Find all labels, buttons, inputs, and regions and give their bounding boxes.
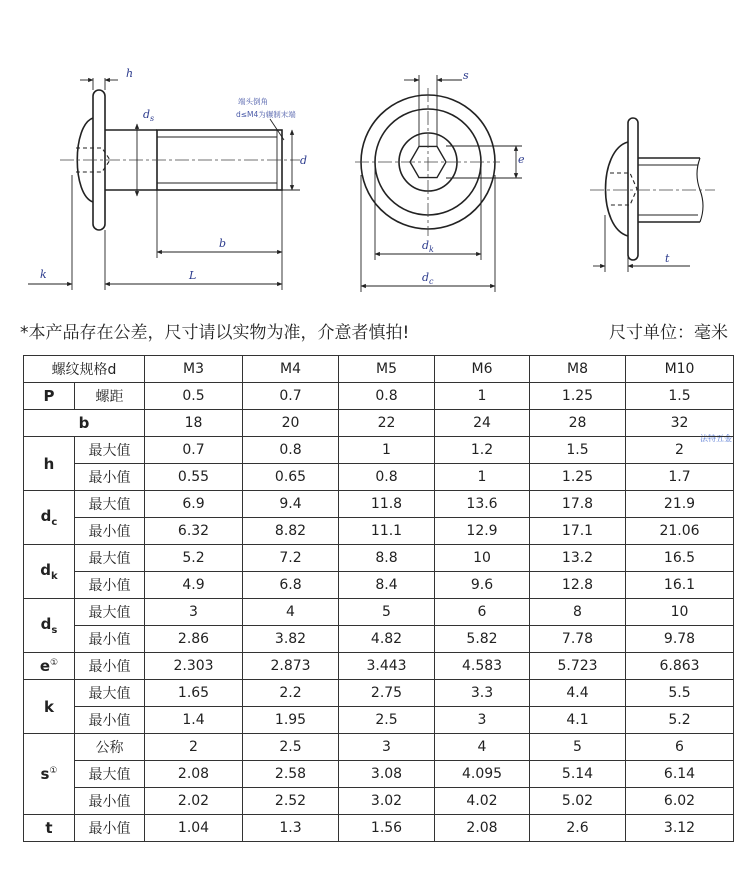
value-cell: 1.2 (435, 437, 530, 464)
value-cell: 4.9 (145, 572, 243, 599)
value-cell: 5.2 (145, 545, 243, 572)
table-row (24, 437, 734, 464)
sub-label-cell: 最大值 (75, 680, 145, 707)
value-cell: 28 (530, 410, 626, 437)
value-cell: 2 (626, 437, 734, 464)
value-cell: 2.873 (243, 653, 339, 680)
value-cell: 7.2 (243, 545, 339, 572)
value-cell: 1.4 (145, 707, 243, 734)
value-cell: 2.6 (530, 815, 626, 842)
value-cell: 1.56 (339, 815, 435, 842)
value-cell: 1 (435, 383, 530, 410)
value-cell: 9.6 (435, 572, 530, 599)
value-cell: 2.2 (243, 680, 339, 707)
value-cell: 0.7 (243, 383, 339, 410)
value-cell: 1 (435, 464, 530, 491)
value-cell: 11.8 (339, 491, 435, 518)
value-cell: 16.5 (626, 545, 734, 572)
value-cell: 5.14 (530, 761, 626, 788)
value-cell: 32 (626, 410, 734, 437)
param-cell: $d_s$ (24, 599, 75, 653)
value-cell: 4.02 (435, 788, 530, 815)
value-cell: 17.8 (530, 491, 626, 518)
watermark: 法特五金 (700, 434, 732, 443)
value-cell: 1.25 (530, 383, 626, 410)
value-cell: 8.4 (339, 572, 435, 599)
dim-d-label: d (300, 154, 308, 167)
table-row (24, 734, 734, 761)
dim-dc-label: $d_c$ (422, 271, 434, 286)
dim-t-label: t (665, 252, 670, 265)
value-cell: 6.14 (626, 761, 734, 788)
value-cell: 0.65 (243, 464, 339, 491)
sub-label-cell: 最小值 (75, 707, 145, 734)
value-cell: 13.2 (530, 545, 626, 572)
value-cell: 1 (339, 437, 435, 464)
unit-label: 尺寸单位：毫米 (609, 323, 728, 343)
sub-label-cell: 最大值 (75, 545, 145, 572)
value-cell: 20 (243, 410, 339, 437)
header-size: M4 (243, 356, 339, 383)
table-row (24, 518, 734, 545)
screw-dimension-drawing (0, 0, 750, 310)
value-cell: 9.78 (626, 626, 734, 653)
param-cell: $d_c$ (24, 491, 75, 545)
param-cell: t (24, 815, 75, 842)
value-cell: 11.1 (339, 518, 435, 545)
value-cell: 4.82 (339, 626, 435, 653)
value-cell: 24 (435, 410, 530, 437)
value-cell: 6 (626, 734, 734, 761)
value-cell: 10 (435, 545, 530, 572)
value-cell: 21.06 (626, 518, 734, 545)
value-cell: 9.4 (243, 491, 339, 518)
value-cell: 2.08 (145, 761, 243, 788)
tolerance-notice: *本产品存在公差，尺寸请以实物为准，介意者慎拍! (20, 323, 410, 343)
sub-label-cell: 最小值 (75, 788, 145, 815)
value-cell: 0.8 (243, 437, 339, 464)
value-cell: 1.7 (626, 464, 734, 491)
dim-L-label: L (189, 269, 197, 282)
value-cell: 5.2 (626, 707, 734, 734)
sub-label-cell: 螺距 (75, 383, 145, 410)
header-size: M10 (626, 356, 734, 383)
sub-label-cell: 最小值 (75, 626, 145, 653)
table-row (24, 761, 734, 788)
sub-label-cell: 最大值 (75, 437, 145, 464)
value-cell: 8.82 (243, 518, 339, 545)
dim-e-label: e (518, 153, 525, 166)
value-cell: 3 (435, 707, 530, 734)
value-cell: 17.1 (530, 518, 626, 545)
param-cell: P (24, 383, 75, 410)
value-cell: 1.3 (243, 815, 339, 842)
sub-label-cell: 最大值 (75, 491, 145, 518)
value-cell: 2.86 (145, 626, 243, 653)
value-cell: 8 (530, 599, 626, 626)
sub-label-cell: 最小值 (75, 464, 145, 491)
dim-s-label: s (463, 69, 469, 82)
value-cell: 12.8 (530, 572, 626, 599)
value-cell: 5.02 (530, 788, 626, 815)
value-cell: 3 (145, 599, 243, 626)
dim-b-label: b (219, 237, 227, 250)
param-cell: e① (24, 653, 75, 680)
note-rolled-end: d≤M4为辗制末端 (236, 110, 296, 119)
param-cell: b (24, 410, 145, 437)
value-cell: 6.863 (626, 653, 734, 680)
dim-k-label: k (40, 268, 47, 281)
param-cell: $d_k$ (24, 545, 75, 599)
value-cell: 1.95 (243, 707, 339, 734)
table-row (24, 815, 734, 842)
table-row (24, 410, 734, 437)
value-cell: 2 (145, 734, 243, 761)
value-cell: 21.9 (626, 491, 734, 518)
header-size: M6 (435, 356, 530, 383)
value-cell: 1.65 (145, 680, 243, 707)
value-cell: 1.04 (145, 815, 243, 842)
value-cell: 2.5 (339, 707, 435, 734)
value-cell: 2.52 (243, 788, 339, 815)
dim-dk-label: $d_k$ (422, 239, 434, 254)
value-cell: 3.08 (339, 761, 435, 788)
sub-label-cell: 最小值 (75, 572, 145, 599)
value-cell: 5.5 (626, 680, 734, 707)
value-cell: 1.5 (530, 437, 626, 464)
value-cell: 4.4 (530, 680, 626, 707)
table-row (24, 653, 734, 680)
value-cell: 3.3 (435, 680, 530, 707)
value-cell: 10 (626, 599, 734, 626)
header-label: 螺纹规格d (24, 356, 145, 383)
value-cell: 2.58 (243, 761, 339, 788)
value-cell: 2.75 (339, 680, 435, 707)
value-cell: 0.5 (145, 383, 243, 410)
value-cell: 2.303 (145, 653, 243, 680)
value-cell: 4 (435, 734, 530, 761)
table-row (24, 680, 734, 707)
dim-h-label: h (126, 67, 134, 80)
value-cell: 6.9 (145, 491, 243, 518)
value-cell: 6 (435, 599, 530, 626)
dim-ds-label: $d_s$ (143, 108, 155, 123)
sub-label-cell: 最小值 (75, 518, 145, 545)
section-view (606, 118, 704, 260)
value-cell: 1.5 (626, 383, 734, 410)
value-cell: 4.583 (435, 653, 530, 680)
value-cell: 4.1 (530, 707, 626, 734)
front-view-dimensions (361, 75, 522, 292)
table-row (24, 707, 734, 734)
header-size: M8 (530, 356, 626, 383)
table-row (24, 491, 734, 518)
value-cell: 4.095 (435, 761, 530, 788)
value-cell: 6.8 (243, 572, 339, 599)
value-cell: 2.5 (243, 734, 339, 761)
value-cell: 3.02 (339, 788, 435, 815)
value-cell: 3.12 (626, 815, 734, 842)
value-cell: 0.7 (145, 437, 243, 464)
table-row (24, 788, 734, 815)
value-cell: 6.32 (145, 518, 243, 545)
sub-label-cell: 最大值 (75, 599, 145, 626)
value-cell: 2.02 (145, 788, 243, 815)
table-row (24, 545, 734, 572)
table-row (24, 383, 734, 410)
sub-label-cell: 最小值 (75, 653, 145, 680)
value-cell: 8.8 (339, 545, 435, 572)
value-cell: 3.82 (243, 626, 339, 653)
value-cell: 7.78 (530, 626, 626, 653)
spec-table (23, 355, 734, 842)
value-cell: 5.82 (435, 626, 530, 653)
header-row (24, 356, 734, 383)
value-cell: 6.02 (626, 788, 734, 815)
sub-label-cell: 最大值 (75, 761, 145, 788)
value-cell: 16.1 (626, 572, 734, 599)
header-size: M5 (339, 356, 435, 383)
table-row (24, 464, 734, 491)
table-row (24, 599, 734, 626)
value-cell: 18 (145, 410, 243, 437)
value-cell: 22 (339, 410, 435, 437)
value-cell: 5 (339, 599, 435, 626)
table-row (24, 572, 734, 599)
section-dimensions (593, 215, 690, 272)
value-cell: 1.25 (530, 464, 626, 491)
note-chamfer: 端头倒角 (238, 97, 268, 106)
value-cell: 3 (339, 734, 435, 761)
value-cell: 3.443 (339, 653, 435, 680)
value-cell: 0.8 (339, 464, 435, 491)
sub-label-cell: 最小值 (75, 815, 145, 842)
value-cell: 0.8 (339, 383, 435, 410)
param-cell: k (24, 680, 75, 734)
value-cell: 4 (243, 599, 339, 626)
value-cell: 12.9 (435, 518, 530, 545)
value-cell: 5.723 (530, 653, 626, 680)
sub-label-cell: 公称 (75, 734, 145, 761)
table-row (24, 626, 734, 653)
value-cell: 13.6 (435, 491, 530, 518)
param-cell: s① (24, 734, 75, 815)
value-cell: 0.55 (145, 464, 243, 491)
value-cell: 5 (530, 734, 626, 761)
header-size: M3 (145, 356, 243, 383)
value-cell: 2.08 (435, 815, 530, 842)
param-cell: h (24, 437, 75, 491)
